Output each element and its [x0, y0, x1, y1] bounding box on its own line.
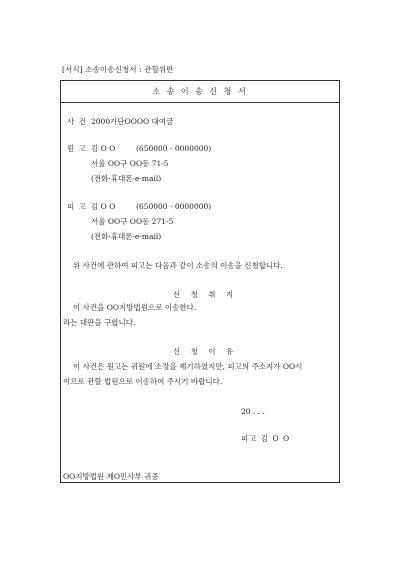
filing-date: 20 . . .: [241, 407, 265, 416]
purpose-line-2: 라는 대판을 구합니다.: [63, 318, 136, 327]
form-caption: [서식] 소송이송신청서 : 관할위반: [62, 65, 174, 74]
reason-title: 신 청 이 유: [173, 347, 238, 356]
defendant-contact: (전화·휴대폰·e-mail): [91, 232, 162, 241]
reason-line-2: 이므로 관할 법원으로 이송하여 주시기 바랍니다.: [63, 377, 223, 386]
purpose-title: 신 청 취 지: [173, 290, 238, 299]
reason-line-1: 이 사건은 원고는 귀원에 소장을 제기하였지만, 피고의 주소지가 OO시: [73, 362, 303, 371]
court-addressee: OO지방법원 제O민사부 귀중: [63, 472, 159, 481]
case-label: 사 건: [67, 117, 87, 126]
defendant-label: 피 고: [67, 202, 87, 211]
defendant-address: 서울 OO구 OO동 271-5: [91, 217, 174, 226]
application-document: [60, 80, 340, 483]
case-value: 2000가단OOOO 대여금: [91, 117, 174, 126]
plaintiff-address: 서울 OO구 OO동 71-5: [91, 159, 169, 168]
intro-text: 위 사건에 관하여 피고는 다음과 같이 소송의 이송을 신청합니다.: [73, 261, 283, 270]
defendant-signature: 피고 김 O O: [241, 434, 291, 443]
defendant-id: (650000 - 0000000): [136, 202, 212, 211]
plaintiff-id: (650000 - 0000000): [136, 144, 212, 153]
document-title: 소 송 이 송 신 청 서: [61, 81, 339, 103]
plaintiff-name: 김 O O: [91, 144, 116, 153]
purpose-line-1: 이 사건을 OO지방법원으로 이송한다.: [73, 303, 197, 312]
defendant-name: 김 O O: [91, 202, 116, 211]
plaintiff-label: 원 고: [67, 144, 87, 153]
plaintiff-contact: (전화·휴대폰·e-mail): [91, 174, 162, 183]
